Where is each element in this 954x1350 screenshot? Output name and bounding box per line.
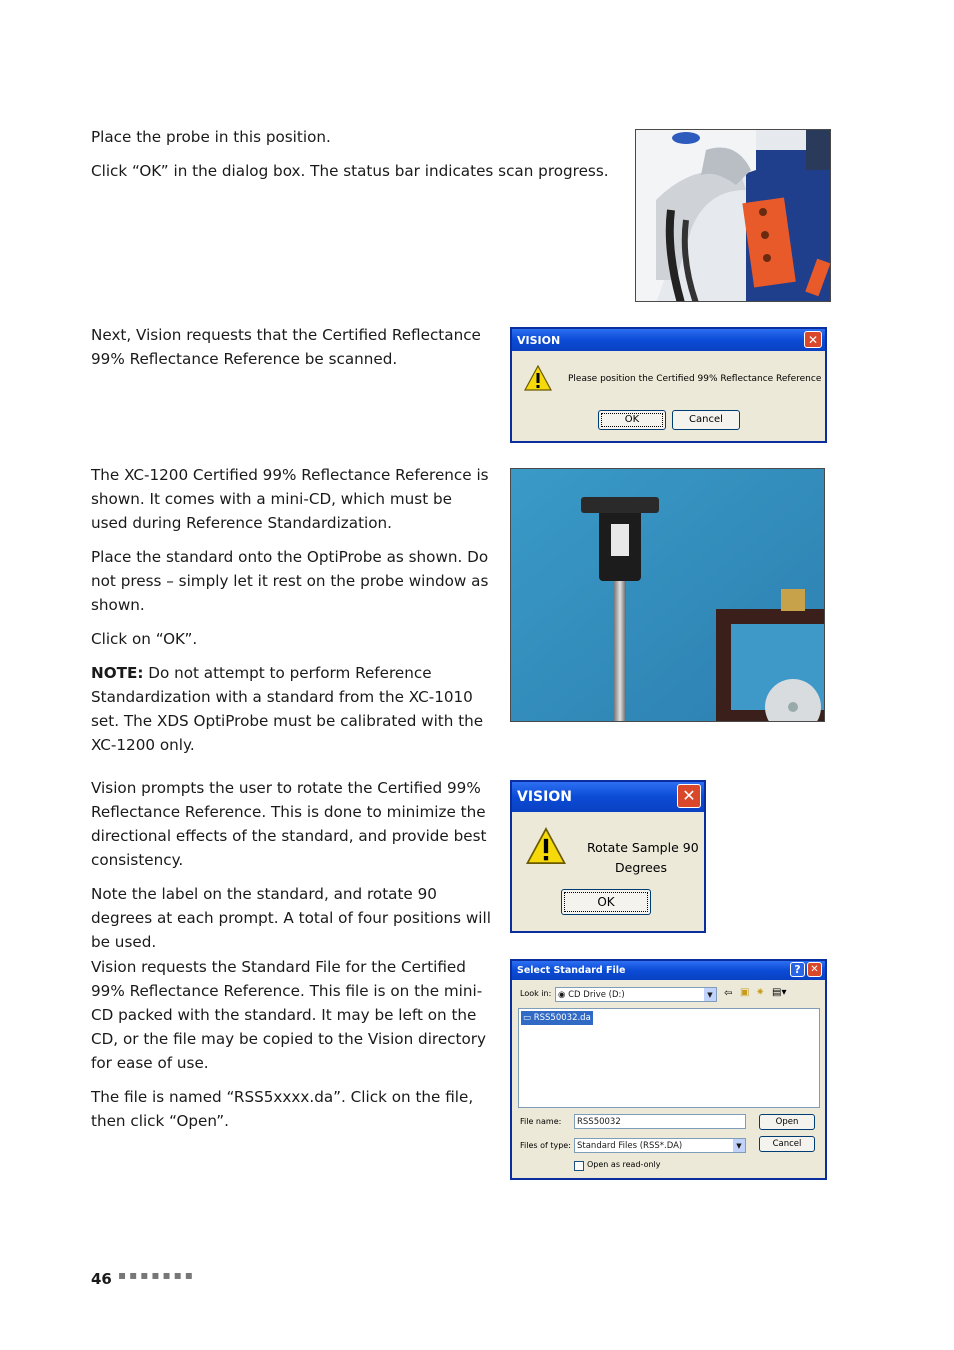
section-reference-request — [91, 323, 491, 381]
paragraph: The XC-1200 Certified 99% Reflectance Reference is shown. It comes with a mini-CD, which must be used during Reference Standardization. — [91, 466, 489, 532]
select-standard-file-dialog — [510, 959, 827, 1180]
page-number: 46 — [91, 1270, 112, 1288]
up-folder-icon[interactable]: ▣ — [740, 987, 750, 998]
vision-position-dialog — [510, 327, 827, 443]
cd-drive-icon: ◉ — [558, 990, 569, 1000]
paragraph: Click on “OK”. — [91, 630, 198, 648]
cancel-button[interactable]: Cancel — [672, 410, 740, 430]
dialog-title: Select Standard File — [517, 965, 626, 976]
paragraph: Place the probe in this position. — [91, 128, 331, 146]
paragraph: Place the standard onto the OptiProbe as shown. Do not press – simply let it rest on the probe window as shown. — [91, 548, 489, 614]
new-folder-icon[interactable]: ✷ — [756, 987, 765, 998]
close-icon[interactable]: ✕ — [807, 962, 822, 977]
dialog-title: VISION — [517, 333, 561, 347]
note-label: NOTE: — [91, 664, 144, 682]
dialog-title: VISION — [517, 789, 572, 805]
file-item-name: RSS50032.da — [533, 1013, 591, 1023]
paragraph: Click “OK” in the dialog box. The status bar indicates scan progress. — [91, 162, 609, 180]
file-name-input[interactable]: RSS50032 — [574, 1114, 746, 1129]
probe-photo — [635, 129, 831, 302]
chevron-down-icon: ▼ — [704, 988, 716, 1001]
paragraph: Note the label on the standard, and rotate 90 degrees at each prompt. A total of four positions will be used. — [91, 885, 491, 951]
dialog-message: Please position the Certified 99% Reflectance Reference — [568, 374, 822, 384]
file-type-label: Files of type: — [520, 1141, 571, 1150]
paragraph: Next, Vision requests that the Certified Reflectance 99% Reflectance Reference be scanned. — [91, 326, 481, 368]
note-paragraph — [91, 661, 491, 757]
view-menu-icon[interactable]: ▤▾ — [772, 987, 787, 998]
section-probe-position — [91, 125, 611, 193]
ok-button[interactable]: OK — [561, 889, 651, 915]
dialog-message-line1: Rotate Sample 90 — [587, 840, 699, 855]
warning-icon — [526, 827, 566, 865]
readonly-label: Open as read-only — [587, 1160, 661, 1169]
look-in-select[interactable] — [555, 987, 717, 1002]
open-button[interactable]: Open — [759, 1114, 815, 1130]
cancel-button[interactable]: Cancel — [759, 1136, 815, 1152]
section-standard-file — [91, 955, 496, 1143]
reference-standard-photo — [510, 468, 825, 722]
paragraph: Vision prompts the user to rotate the Certified 99% Reflectance Reference. This is done to minimize the directional effects of the standard, and provide best consistency. — [91, 779, 487, 869]
section-rotate-prompt — [91, 776, 496, 964]
note-text: Do not attempt to perform Reference Standardization with a standard from the XC-1010 set. The XDS OptiProbe must be calibrated with the XC-1200 only. — [91, 664, 484, 754]
close-icon[interactable]: ✕ — [677, 784, 701, 808]
back-icon[interactable]: ⇦ — [724, 988, 733, 999]
page-dots: ▪▪▪▪▪▪▪ — [118, 1268, 196, 1282]
dialog-title-bar — [512, 329, 825, 351]
look-in-value: CD Drive (D:) — [568, 990, 625, 1000]
chevron-down-icon: ▼ — [733, 1139, 745, 1152]
readonly-checkbox[interactable] — [574, 1161, 584, 1171]
paragraph: The file is named “RSS5xxxx.da”. Click on the file, then click “Open”. — [91, 1088, 474, 1130]
file-type-select[interactable] — [574, 1138, 746, 1153]
file-type-value: Standard Files (RSS*.DA) — [577, 1141, 683, 1151]
paragraph: Vision requests the Standard File for the Certified 99% Reflectance Reference. This file is on the mini-CD packed with the standard. It may be left on the CD, or the file may be copied to the Vision directory for ease of use. — [91, 958, 486, 1072]
section-reference-standard — [91, 463, 491, 767]
dialog-title-bar — [512, 961, 825, 980]
file-name-label: File name: — [520, 1117, 562, 1126]
warning-icon — [524, 365, 552, 391]
file-icon: ▭ — [523, 1013, 534, 1023]
help-icon[interactable]: ? — [790, 962, 805, 977]
dialog-title-bar — [512, 782, 704, 812]
file-list[interactable] — [518, 1008, 820, 1108]
vision-rotate-dialog — [510, 780, 706, 933]
dialog-message-line2: Degrees — [615, 860, 668, 875]
ok-button[interactable]: OK — [598, 410, 666, 430]
close-icon[interactable]: ✕ — [804, 331, 822, 348]
look-in-label: Look in: — [520, 989, 552, 998]
file-item[interactable] — [521, 1011, 593, 1025]
